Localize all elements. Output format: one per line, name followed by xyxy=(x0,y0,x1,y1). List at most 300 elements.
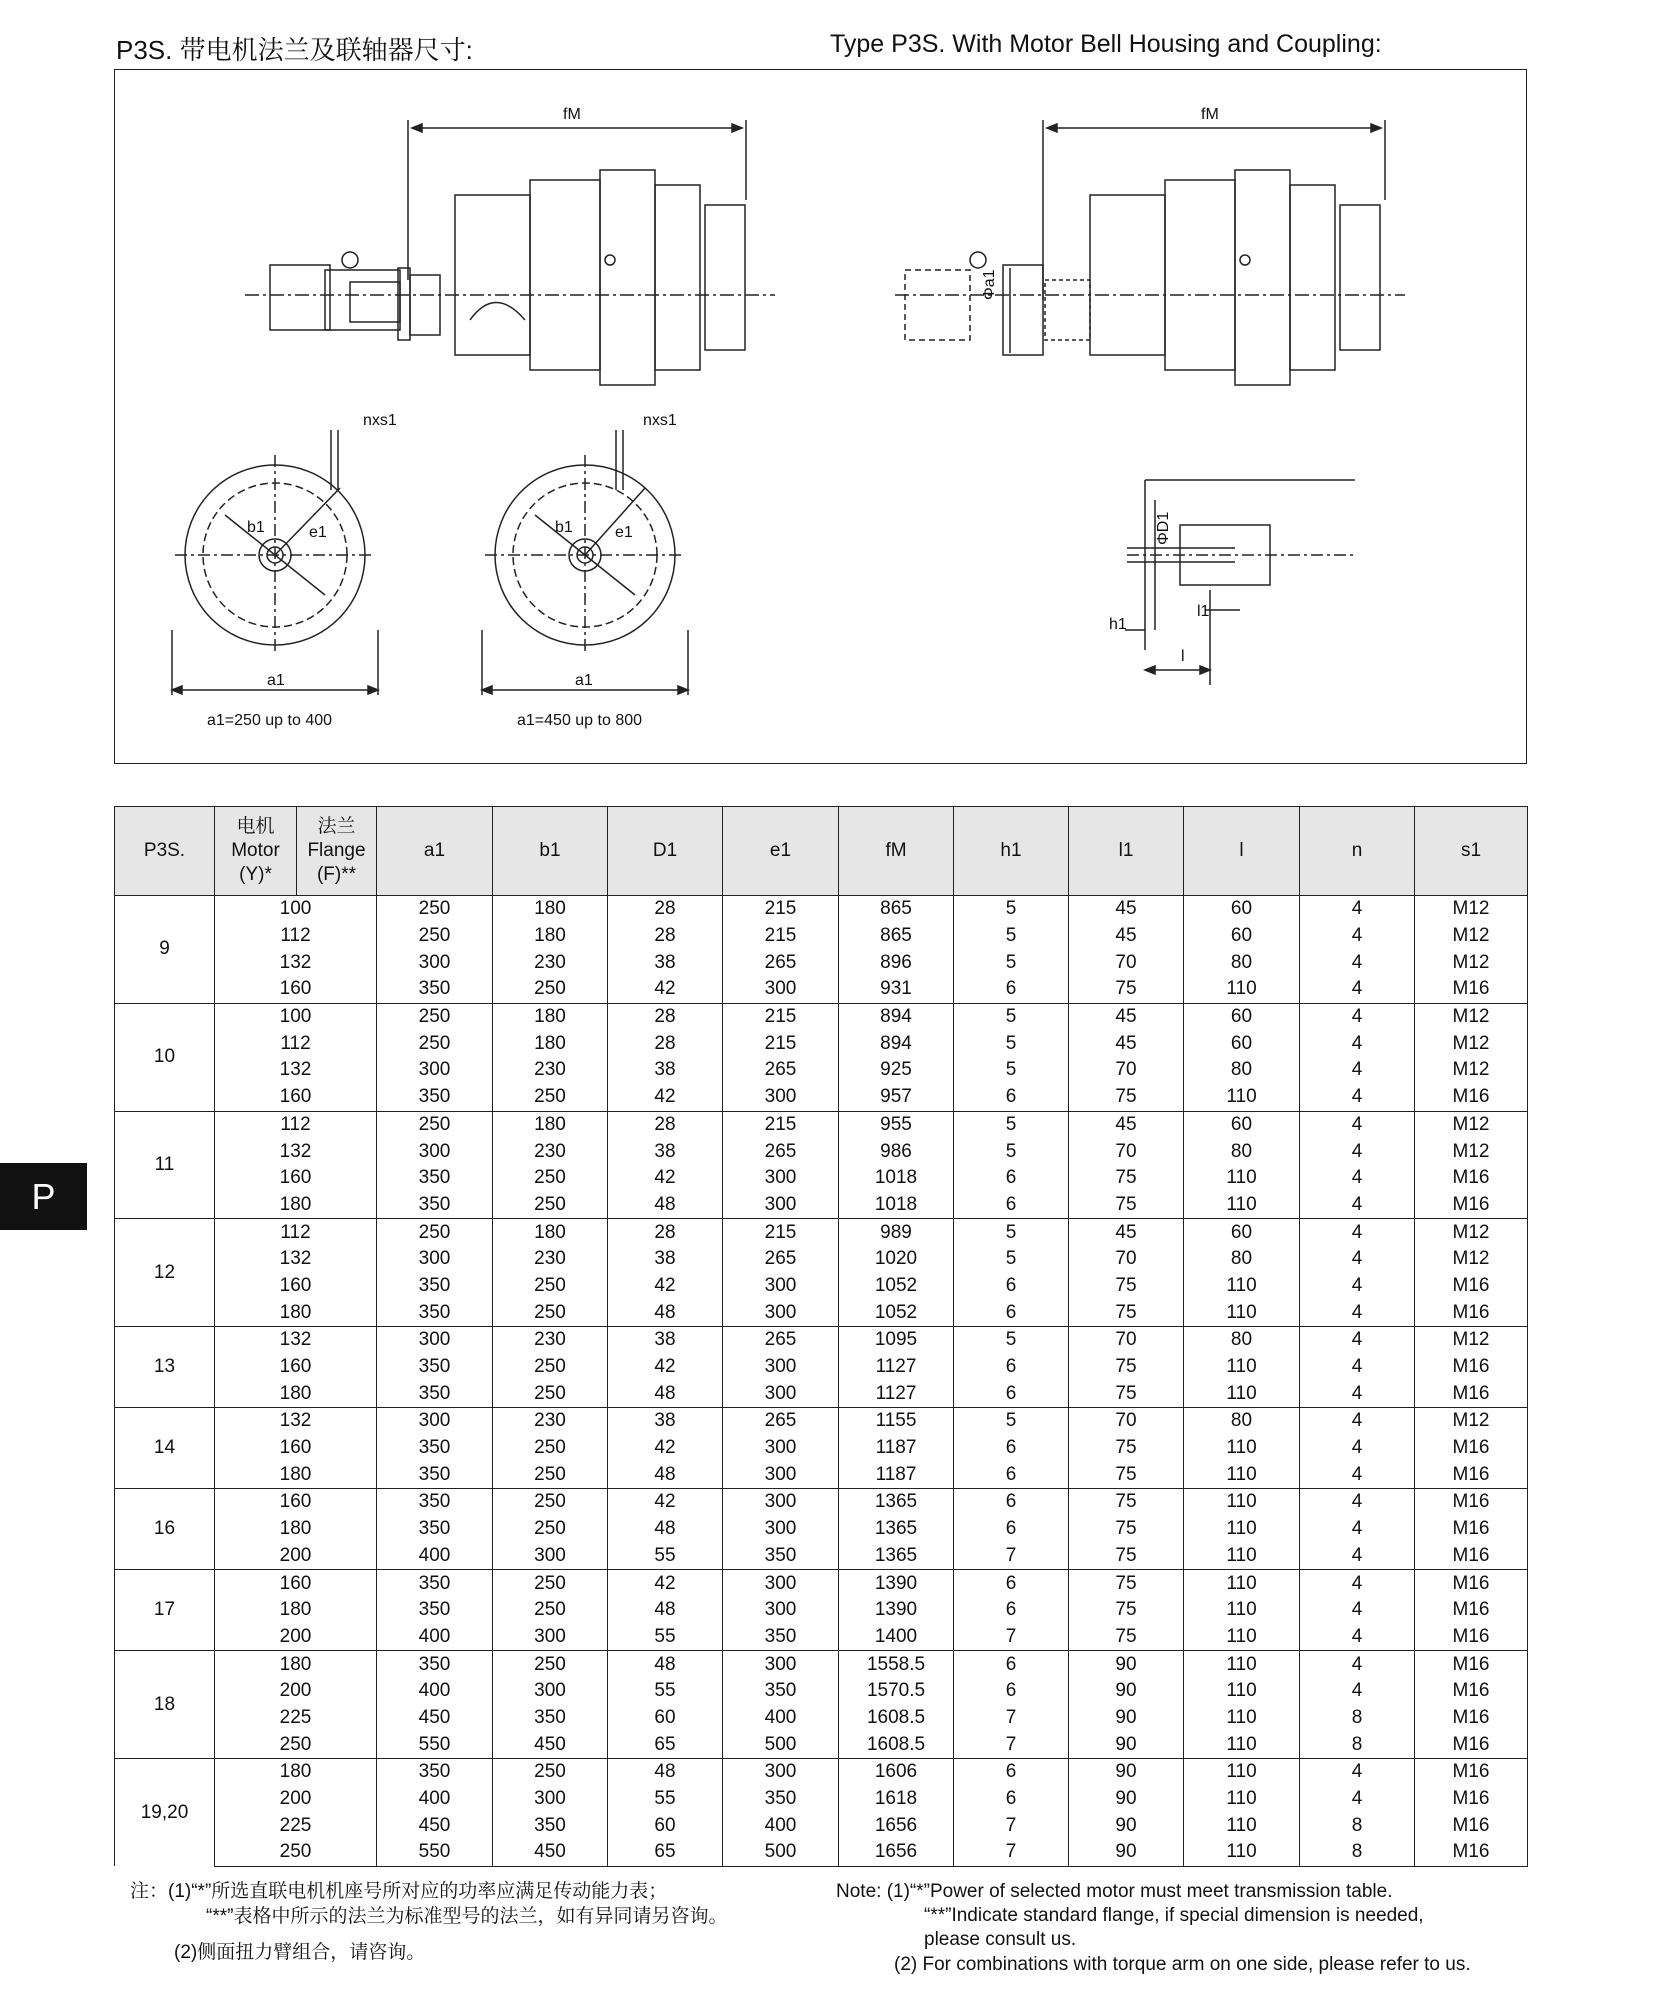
table-cell: M12 xyxy=(1415,1057,1528,1084)
motor-flange-cell: 160 xyxy=(215,976,377,1003)
table-cell: 4 xyxy=(1300,1192,1415,1219)
table-cell: 865 xyxy=(839,923,954,950)
table-cell: 4 xyxy=(1300,1543,1415,1570)
table-cell: 6 xyxy=(954,1489,1069,1516)
table-cell: 110 xyxy=(1184,1624,1300,1651)
table-row xyxy=(115,1219,1528,1246)
table-cell: M16 xyxy=(1415,1084,1528,1111)
table-cell: 6 xyxy=(954,1165,1069,1192)
motor-flange-cell: 200 xyxy=(215,1624,377,1651)
table-cell: M16 xyxy=(1415,1516,1528,1543)
table-cell: M12 xyxy=(1415,1138,1528,1165)
phi-a1-label: Φa1 xyxy=(981,269,998,300)
table-cell: 957 xyxy=(839,1084,954,1111)
header-fm: fM xyxy=(839,807,954,896)
table-cell: 4 xyxy=(1300,1327,1415,1354)
table-cell: 230 xyxy=(493,1057,608,1084)
l-label: l xyxy=(1181,648,1185,665)
table-row xyxy=(115,1084,1528,1111)
table-cell: 75 xyxy=(1069,976,1184,1003)
table-cell: 110 xyxy=(1184,1354,1300,1381)
table-cell: 350 xyxy=(723,1786,839,1813)
header-flange: 法兰 Flange (F)** xyxy=(297,807,377,896)
table-cell: 6 xyxy=(954,1192,1069,1219)
table-cell: M16 xyxy=(1415,1380,1528,1407)
table-row xyxy=(115,1003,1528,1030)
table-cell: 6 xyxy=(954,1786,1069,1813)
table-cell: 400 xyxy=(377,1543,493,1570)
table-row xyxy=(115,1759,1528,1786)
table-cell: 1365 xyxy=(839,1489,954,1516)
table-row xyxy=(115,1678,1528,1705)
table-cell: M16 xyxy=(1415,1489,1528,1516)
table-cell: 1570.5 xyxy=(839,1678,954,1705)
table-row xyxy=(115,1299,1528,1326)
table-cell: 4 xyxy=(1300,1165,1415,1192)
table-cell: 350 xyxy=(723,1678,839,1705)
table-cell: 4 xyxy=(1300,1786,1415,1813)
table-cell: 110 xyxy=(1184,1516,1300,1543)
table-cell: 80 xyxy=(1184,1057,1300,1084)
table-cell: M12 xyxy=(1415,1246,1528,1273)
motor-flange-cell: 112 xyxy=(215,1111,377,1138)
table-cell: 350 xyxy=(377,976,493,1003)
table-cell: 250 xyxy=(493,1192,608,1219)
table-cell: 1365 xyxy=(839,1516,954,1543)
table-cell: 300 xyxy=(723,1299,839,1326)
table-row xyxy=(115,1597,1528,1624)
flange-view-small xyxy=(172,430,378,695)
table-cell: 1656 xyxy=(839,1812,954,1839)
table-cell: 1558.5 xyxy=(839,1651,954,1678)
table-cell: 265 xyxy=(723,949,839,976)
table-cell: 70 xyxy=(1069,1057,1184,1084)
table-cell: 90 xyxy=(1069,1651,1184,1678)
table-cell: 300 xyxy=(723,1597,839,1624)
table-cell: 1018 xyxy=(839,1192,954,1219)
table-row xyxy=(115,1624,1528,1651)
table-cell: M16 xyxy=(1415,1165,1528,1192)
table-cell: M16 xyxy=(1415,1624,1528,1651)
dimension-table xyxy=(114,806,1528,1867)
table-cell: 550 xyxy=(377,1839,493,1866)
table-cell: 48 xyxy=(608,1380,723,1407)
table-cell: 955 xyxy=(839,1111,954,1138)
motor-flange-cell: 160 xyxy=(215,1435,377,1462)
motor-flange-cell: 180 xyxy=(215,1192,377,1219)
table-cell: 265 xyxy=(723,1408,839,1435)
motor-flange-cell: 112 xyxy=(215,923,377,950)
table-cell: 300 xyxy=(723,1759,839,1786)
table-cell: 894 xyxy=(839,1030,954,1057)
table-cell: 90 xyxy=(1069,1786,1184,1813)
table-cell: 350 xyxy=(723,1543,839,1570)
table-cell: 75 xyxy=(1069,1624,1184,1651)
header-motor: 电机 Motor (Y)* xyxy=(215,807,297,896)
table-cell: 7 xyxy=(954,1731,1069,1758)
table-cell: 110 xyxy=(1184,1651,1300,1678)
table-cell: 42 xyxy=(608,1084,723,1111)
table-row xyxy=(115,1192,1528,1219)
table-cell: M16 xyxy=(1415,1570,1528,1597)
table-cell: 450 xyxy=(377,1705,493,1732)
table-row xyxy=(115,1030,1528,1057)
table-cell: 38 xyxy=(608,1138,723,1165)
table-cell: 230 xyxy=(493,1138,608,1165)
table-cell: 180 xyxy=(493,896,608,923)
table-cell: 38 xyxy=(608,1246,723,1273)
table-cell: 6 xyxy=(954,1597,1069,1624)
table-cell: 75 xyxy=(1069,1354,1184,1381)
table-cell: 4 xyxy=(1300,1435,1415,1462)
table-cell: 6 xyxy=(954,1570,1069,1597)
motor-flange-cell: 132 xyxy=(215,1138,377,1165)
table-cell: 45 xyxy=(1069,1003,1184,1030)
table-cell: 90 xyxy=(1069,1731,1184,1758)
table-cell: 60 xyxy=(1184,923,1300,950)
table-cell: 350 xyxy=(377,1570,493,1597)
table-cell: 65 xyxy=(608,1839,723,1866)
table-cell: 4 xyxy=(1300,1084,1415,1111)
table-cell: 5 xyxy=(954,1408,1069,1435)
table-cell: 300 xyxy=(377,1246,493,1273)
motor-flange-cell: 160 xyxy=(215,1165,377,1192)
table-cell: 250 xyxy=(377,1111,493,1138)
table-cell: 1390 xyxy=(839,1597,954,1624)
table-cell: M16 xyxy=(1415,1759,1528,1786)
header-b1: b1 xyxy=(493,807,608,896)
gear-unit-housing-right xyxy=(895,120,1405,385)
table-cell: 180 xyxy=(493,1219,608,1246)
table-cell: 250 xyxy=(377,923,493,950)
drawing-svg xyxy=(115,70,1525,762)
table-cell: 265 xyxy=(723,1246,839,1273)
table-cell: M16 xyxy=(1415,1786,1528,1813)
table-cell: 110 xyxy=(1184,1165,1300,1192)
table-cell: 55 xyxy=(608,1624,723,1651)
table-cell: 230 xyxy=(493,949,608,976)
table-cell: 6 xyxy=(954,1678,1069,1705)
table-row xyxy=(115,1705,1528,1732)
page-title-en: Type P3S. With Motor Bell Housing and Coupling: xyxy=(830,30,1382,58)
b1-label-left: b1 xyxy=(247,519,265,536)
motor-flange-cell: 100 xyxy=(215,896,377,923)
e1-label-right: e1 xyxy=(615,524,633,541)
table-cell: M12 xyxy=(1415,1219,1528,1246)
size-cell: 16 xyxy=(115,1489,215,1570)
section-tab-p: P xyxy=(0,1163,87,1230)
table-cell: 300 xyxy=(493,1786,608,1813)
table-cell: 1618 xyxy=(839,1786,954,1813)
table-cell: 250 xyxy=(377,1219,493,1246)
table-cell: 60 xyxy=(1184,896,1300,923)
table-cell: 5 xyxy=(954,1219,1069,1246)
table-cell: 4 xyxy=(1300,1111,1415,1138)
fm-label-right: fM xyxy=(1201,106,1219,123)
table-row xyxy=(115,1812,1528,1839)
table-cell: M16 xyxy=(1415,1543,1528,1570)
table-row xyxy=(115,1327,1528,1354)
table-cell: 8 xyxy=(1300,1812,1415,1839)
table-cell: M12 xyxy=(1415,1327,1528,1354)
table-cell: 6 xyxy=(954,1759,1069,1786)
table-cell: 1365 xyxy=(839,1543,954,1570)
table-cell: 42 xyxy=(608,1165,723,1192)
table-cell: 110 xyxy=(1184,976,1300,1003)
table-cell: 180 xyxy=(493,923,608,950)
table-cell: 1155 xyxy=(839,1408,954,1435)
table-cell: 1656 xyxy=(839,1839,954,1866)
motor-flange-cell: 160 xyxy=(215,1084,377,1111)
table-cell: 90 xyxy=(1069,1839,1184,1866)
table-cell: 5 xyxy=(954,1111,1069,1138)
table-cell: 75 xyxy=(1069,1192,1184,1219)
table-row xyxy=(115,1165,1528,1192)
table-cell: 250 xyxy=(493,1759,608,1786)
table-cell: 4 xyxy=(1300,1138,1415,1165)
table-cell: 70 xyxy=(1069,1408,1184,1435)
table-cell: 350 xyxy=(377,1651,493,1678)
table-cell: 110 xyxy=(1184,1435,1300,1462)
table-cell: M16 xyxy=(1415,1597,1528,1624)
table-cell: 7 xyxy=(954,1839,1069,1866)
motor-flange-cell: 160 xyxy=(215,1273,377,1300)
table-cell: M16 xyxy=(1415,1731,1528,1758)
motor-flange-cell: 250 xyxy=(215,1731,377,1758)
table-cell: 28 xyxy=(608,1219,723,1246)
table-cell: 5 xyxy=(954,1030,1069,1057)
b1-label-right: b1 xyxy=(555,519,573,536)
table-cell: 350 xyxy=(377,1597,493,1624)
table-cell: 70 xyxy=(1069,949,1184,976)
table-cell: 350 xyxy=(377,1084,493,1111)
size-cell: 14 xyxy=(115,1408,215,1489)
motor-flange-cell: 132 xyxy=(215,1246,377,1273)
table-cell: 250 xyxy=(493,1651,608,1678)
table-cell: 400 xyxy=(723,1812,839,1839)
table-cell: M16 xyxy=(1415,1354,1528,1381)
table-cell: 7 xyxy=(954,1543,1069,1570)
table-cell: 110 xyxy=(1184,1273,1300,1300)
table-cell: 300 xyxy=(493,1543,608,1570)
table-cell: 4 xyxy=(1300,1570,1415,1597)
gear-unit-motor-left xyxy=(245,120,775,385)
motor-flange-cell: 200 xyxy=(215,1543,377,1570)
table-cell: 250 xyxy=(493,1597,608,1624)
table-cell: 38 xyxy=(608,1408,723,1435)
e1-label-left: e1 xyxy=(309,524,327,541)
table-cell: 60 xyxy=(1184,1030,1300,1057)
table-cell: 989 xyxy=(839,1219,954,1246)
size-cell: 13 xyxy=(115,1327,215,1408)
table-cell: 1608.5 xyxy=(839,1705,954,1732)
table-cell: 4 xyxy=(1300,1030,1415,1057)
table-cell: 75 xyxy=(1069,1489,1184,1516)
table-row xyxy=(115,1731,1528,1758)
table-cell: 4 xyxy=(1300,1354,1415,1381)
table-cell: 60 xyxy=(1184,1003,1300,1030)
table-cell: 350 xyxy=(377,1273,493,1300)
table-cell: 1052 xyxy=(839,1273,954,1300)
table-row xyxy=(115,923,1528,950)
table-cell: 350 xyxy=(377,1461,493,1488)
note-en-2: “**”Indicate standard flange, if special dimension is needed, xyxy=(924,1905,1424,1926)
table-cell: 110 xyxy=(1184,1759,1300,1786)
table-cell: 42 xyxy=(608,976,723,1003)
table-cell: M16 xyxy=(1415,1299,1528,1326)
table-cell: M16 xyxy=(1415,1839,1528,1866)
table-cell: M16 xyxy=(1415,976,1528,1003)
table-cell: 250 xyxy=(493,1570,608,1597)
table-cell: 265 xyxy=(723,1138,839,1165)
table-cell: 42 xyxy=(608,1570,723,1597)
table-cell: 250 xyxy=(493,1516,608,1543)
table-cell: 75 xyxy=(1069,1165,1184,1192)
table-cell: 55 xyxy=(608,1543,723,1570)
motor-flange-cell: 180 xyxy=(215,1597,377,1624)
table-cell: 250 xyxy=(493,1273,608,1300)
table-cell: 38 xyxy=(608,949,723,976)
motor-flange-cell: 225 xyxy=(215,1705,377,1732)
table-cell: 80 xyxy=(1184,1408,1300,1435)
phi-d1-label: ΦD1 xyxy=(1155,511,1172,545)
table-row xyxy=(115,1380,1528,1407)
table-cell: 1400 xyxy=(839,1624,954,1651)
table-cell: 110 xyxy=(1184,1705,1300,1732)
table-cell: 6 xyxy=(954,1435,1069,1462)
header-l1: l1 xyxy=(1069,807,1184,896)
table-cell: 110 xyxy=(1184,1380,1300,1407)
a1-label-left: a1 xyxy=(267,672,285,689)
table-cell: 350 xyxy=(377,1516,493,1543)
table-cell: 60 xyxy=(1184,1219,1300,1246)
header-n: n xyxy=(1300,807,1415,896)
table-row xyxy=(115,896,1528,923)
header-a1: a1 xyxy=(377,807,493,896)
table-cell: 75 xyxy=(1069,1299,1184,1326)
motor-flange-cell: 160 xyxy=(215,1570,377,1597)
table-cell: 48 xyxy=(608,1759,723,1786)
table-cell: 300 xyxy=(493,1678,608,1705)
table-cell: 925 xyxy=(839,1057,954,1084)
table-cell: M16 xyxy=(1415,1192,1528,1219)
table-row xyxy=(115,976,1528,1003)
table-cell: 65 xyxy=(608,1731,723,1758)
h1-label: h1 xyxy=(1109,616,1127,633)
table-cell: 350 xyxy=(377,1165,493,1192)
motor-flange-cell: 200 xyxy=(215,1786,377,1813)
motor-flange-cell: 180 xyxy=(215,1299,377,1326)
table-cell: 4 xyxy=(1300,1624,1415,1651)
table-cell: 250 xyxy=(493,976,608,1003)
header-s1: s1 xyxy=(1415,807,1528,896)
table-cell: 70 xyxy=(1069,1138,1184,1165)
table-cell: 300 xyxy=(723,1273,839,1300)
table-cell: 5 xyxy=(954,1003,1069,1030)
note-cn-3: (2)侧面扭力臂组合，请咨询。 xyxy=(174,1942,426,1963)
a1-label-right: a1 xyxy=(575,672,593,689)
table-row xyxy=(115,1786,1528,1813)
size-cell: 10 xyxy=(115,1003,215,1111)
table-cell: 215 xyxy=(723,896,839,923)
table-cell: 28 xyxy=(608,1111,723,1138)
table-cell: 8 xyxy=(1300,1731,1415,1758)
table-cell: 80 xyxy=(1184,949,1300,976)
table-cell: 1052 xyxy=(839,1299,954,1326)
table-cell: 4 xyxy=(1300,1759,1415,1786)
table-cell: 55 xyxy=(608,1678,723,1705)
table-cell: M16 xyxy=(1415,1435,1528,1462)
flange-view-large xyxy=(482,430,688,695)
table-cell: 215 xyxy=(723,1111,839,1138)
size-cell: 9 xyxy=(115,896,215,1004)
table-cell: 1127 xyxy=(839,1380,954,1407)
motor-flange-cell: 180 xyxy=(215,1759,377,1786)
table-cell: 215 xyxy=(723,1003,839,1030)
table-cell: 230 xyxy=(493,1327,608,1354)
table-cell: 70 xyxy=(1069,1246,1184,1273)
table-cell: 265 xyxy=(723,1327,839,1354)
table-cell: 6 xyxy=(954,1354,1069,1381)
table-cell: 6 xyxy=(954,1299,1069,1326)
table-cell: M16 xyxy=(1415,1651,1528,1678)
header-h1: h1 xyxy=(954,807,1069,896)
table-cell: 265 xyxy=(723,1057,839,1084)
table-cell: 75 xyxy=(1069,1435,1184,1462)
table-cell: 4 xyxy=(1300,1516,1415,1543)
table-cell: 300 xyxy=(723,1516,839,1543)
table-cell: 550 xyxy=(377,1731,493,1758)
table-cell: 48 xyxy=(608,1461,723,1488)
nxs1-label-right: nxs1 xyxy=(643,412,677,429)
table-cell: 42 xyxy=(608,1435,723,1462)
table-cell: 110 xyxy=(1184,1299,1300,1326)
table-cell: 215 xyxy=(723,923,839,950)
table-cell: 400 xyxy=(723,1705,839,1732)
table-cell: 5 xyxy=(954,949,1069,976)
table-cell: 4 xyxy=(1300,1380,1415,1407)
size-cell: 17 xyxy=(115,1570,215,1651)
motor-flange-cell: 180 xyxy=(215,1651,377,1678)
table-cell: 70 xyxy=(1069,1327,1184,1354)
table-row xyxy=(115,1516,1528,1543)
table-cell: 4 xyxy=(1300,1408,1415,1435)
table-cell: M12 xyxy=(1415,923,1528,950)
motor-flange-cell: 100 xyxy=(215,1003,377,1030)
table-cell: 1018 xyxy=(839,1165,954,1192)
table-row xyxy=(115,949,1528,976)
table-cell: 75 xyxy=(1069,1461,1184,1488)
table-cell: 4 xyxy=(1300,1057,1415,1084)
motor-flange-cell: 225 xyxy=(215,1812,377,1839)
table-cell: 450 xyxy=(493,1839,608,1866)
table-cell: 5 xyxy=(954,1246,1069,1273)
table-cell: 180 xyxy=(493,1030,608,1057)
table-cell: 300 xyxy=(723,1570,839,1597)
technical-drawing xyxy=(114,69,1527,764)
table-cell: 48 xyxy=(608,1299,723,1326)
table-cell: M16 xyxy=(1415,1705,1528,1732)
table-cell: 55 xyxy=(608,1786,723,1813)
table-cell: 400 xyxy=(377,1624,493,1651)
table-cell: 75 xyxy=(1069,1084,1184,1111)
table-row xyxy=(115,1273,1528,1300)
table-cell: 6 xyxy=(954,1516,1069,1543)
table-cell: 300 xyxy=(493,1624,608,1651)
table-cell: 28 xyxy=(608,1003,723,1030)
table-cell: 42 xyxy=(608,1354,723,1381)
motor-flange-cell: 112 xyxy=(215,1219,377,1246)
